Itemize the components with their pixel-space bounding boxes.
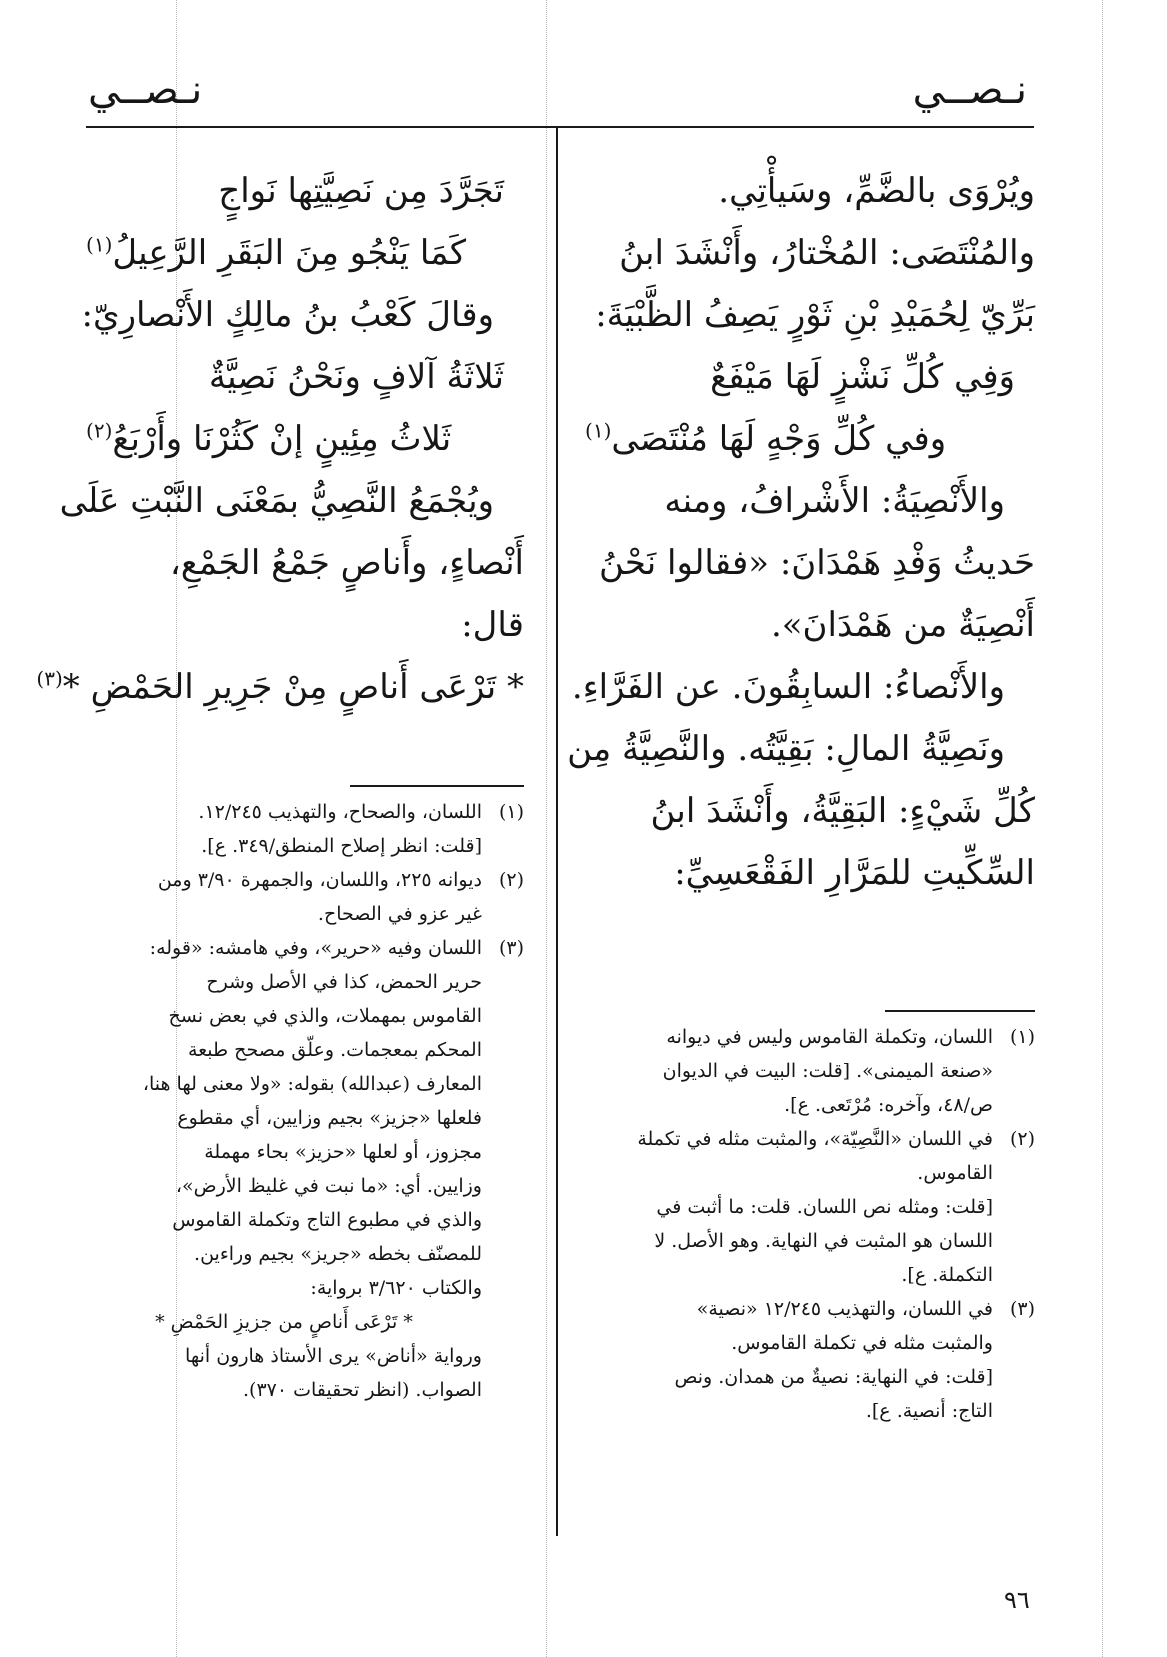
footnote-line: المعارف (عبدالله) بقوله: «ولا معنى لها هنا، bbox=[142, 1073, 482, 1095]
footnote bbox=[585, 1020, 1035, 1122]
footnote-number: (١) bbox=[1009, 1026, 1035, 1048]
footnote-line: في اللسان، والتهذيب ١٢/٢٤٥ «نصية» bbox=[696, 1298, 993, 1320]
footnote-rule bbox=[350, 785, 524, 787]
footnote-line: ورواية «أناض» يرى الأستاذ هارون أنها bbox=[185, 1345, 482, 1367]
verse-hemistich: ثَلاثَةُ آلافٍ ونَحْنُ نَصِيَّةٌ bbox=[208, 357, 504, 397]
text-line: والأَنْصاءُ: السابِقُونَ. عن الفَرَّاءِ. bbox=[571, 667, 1005, 707]
footnote-line: «صنعة الميمنى». [قلت: البيت في الديوان bbox=[662, 1060, 993, 1082]
footnote-text bbox=[585, 1292, 993, 1428]
text-line: أَنْصِيَةٌ من هَمْدَانَ». bbox=[770, 605, 1035, 645]
footnote-line: في اللسان «النَّصِيّة»، والمثبت مثله في تكملة bbox=[637, 1128, 993, 1150]
footnote-marker: (١) bbox=[585, 418, 612, 443]
text-line: والمُنْتَصَى: المُخْتارُ، وأَنْشَدَ ابنُ bbox=[619, 233, 1035, 273]
footnote-line: والذي في مطبوع التاج وتكملة القاموس bbox=[172, 1209, 482, 1231]
footnote-line: المحكم بمعجمات. وعلّق مصحح طبعة bbox=[187, 1039, 482, 1061]
text-line: ونَصِيَّةُ المالِ: بَقِيَّتُه. والنَّصِيَّةُ مِن bbox=[567, 729, 1005, 769]
footnote-text bbox=[585, 1122, 993, 1292]
page-number: ٩٦ bbox=[1004, 1586, 1030, 1614]
text-line: ويُجْمَعُ النَّصِيُّ بمَعْنَى النَّبْتِ عَلَى bbox=[59, 481, 494, 521]
footnote-marker: (٣) bbox=[36, 666, 63, 691]
text-line: قال: bbox=[461, 605, 524, 645]
footnote-line: وزايين. أي: «ما نبت في غليظ الأرض»، bbox=[175, 1175, 482, 1197]
text-line: حَديثُ وَفْدِ هَمْدَانَ: «فقالوا نَحْنُ bbox=[598, 543, 1035, 583]
footnote-line: اللسان، وتكملة القاموس وليس في ديوانه bbox=[666, 1026, 993, 1048]
running-header-left: نـصــي bbox=[88, 67, 203, 113]
footnote-number: (٢) bbox=[1009, 1128, 1035, 1150]
verse-hemistich: تَجَرَّدَ مِن نَصِيَّتِها نَواجٍ bbox=[218, 171, 504, 211]
footnote-line: اللسان هو المثبت في النهاية. وهو الأصل. لا bbox=[654, 1230, 993, 1252]
footnote-line: [قلت: انظر إصلاح المنطق/٣٤٩. ع]. bbox=[201, 835, 482, 857]
right-column bbox=[567, 160, 1035, 904]
footnote-line: الصواب. (انظر تحقيقات ٣٧٠). bbox=[243, 1379, 482, 1401]
footnote-text bbox=[86, 795, 482, 863]
footnote-text bbox=[86, 863, 482, 931]
footnote-line: التكملة. ع]. bbox=[901, 1264, 993, 1286]
footnote-line: [قلت: في النهاية: نصيةٌ من همدان. ونص bbox=[674, 1366, 993, 1388]
verse-text: * تَرْعَى أَناصٍ مِنْ جَرِيرِ الحَمْضِ * bbox=[62, 667, 524, 707]
footnotes-left bbox=[86, 795, 524, 1407]
footnote-line: حرير الحمض، كذا في الأصل وشرح bbox=[206, 971, 482, 993]
text-line: وقالَ كَعْبُ بنُ مالِكٍ الأَنْصارِيّ: bbox=[81, 295, 494, 335]
verse-text: وفي كُلِّ وَجْهٍ لَهَا مُنْتَصَى bbox=[611, 419, 947, 459]
text-line: أَنْصاءٍ، وأَناصٍ جَمْعُ الجَمْعِ، bbox=[169, 543, 524, 583]
footnote-line: ديوانه ٢٢٥، واللسان، والجمهرة ٣/٩٠ ومن bbox=[157, 869, 482, 891]
column-divider bbox=[556, 126, 558, 1536]
footnote-number: (٣) bbox=[1009, 1298, 1035, 1320]
footnote-line: القاموس بمهملات، والذي في بعض نسخ bbox=[168, 1005, 482, 1027]
verse-hemistich bbox=[86, 408, 524, 470]
footnote-line: [قلت: ومثله نص اللسان. قلت: ما أثبت في bbox=[656, 1196, 993, 1218]
text-line: كُلِّ شَيْءٍ: البَقِيَّةُ، وأَنْشَدَ ابنُ bbox=[650, 791, 1035, 831]
scan-guide-line bbox=[1102, 0, 1103, 1657]
left-column bbox=[36, 160, 524, 718]
footnote-line: التاج: أنصية. ع]. bbox=[865, 1400, 993, 1422]
footnote-line: للمصنّف بخطه «جريز» بجيم وراءين. bbox=[194, 1243, 482, 1265]
footnote-line: ص/٤٨، وآخره: مُرْتَعى. ع]. bbox=[784, 1094, 993, 1116]
footnote-marker: (٢) bbox=[86, 418, 113, 443]
header-rule bbox=[86, 126, 1034, 128]
footnote bbox=[585, 1122, 1035, 1292]
footnote bbox=[86, 863, 524, 931]
verse-text: كَمَا يَنْجُو مِنَ البَقَرِ الرَّعِيلُ bbox=[112, 233, 467, 273]
text-line: بَرِّيّ لِحُمَيْدِ بْنِ ثَوْرٍ يَصِفُ الظَّبْيَةَ: bbox=[595, 295, 1035, 335]
footnote-line: والمثبت مثله في تكملة القاموس. bbox=[731, 1332, 993, 1354]
footnote-number: (٣) bbox=[498, 937, 524, 959]
footnote-text bbox=[585, 1020, 993, 1122]
footnote-text bbox=[86, 931, 482, 1407]
footnote-line: والكتاب ٣/٦٢٠ برواية: bbox=[310, 1277, 482, 1299]
footnote-marker: (١) bbox=[86, 232, 113, 257]
footnote-line: * تَرْعَى أَناصٍ من جزيزِ الحَمْضِ * bbox=[155, 1311, 413, 1333]
footnote bbox=[86, 795, 524, 863]
text-line: السِّكِّيتِ للمَرَّارِ الفَقْعَسِيِّ: bbox=[674, 853, 1035, 893]
footnote-line: غير عزو في الصحاح. bbox=[317, 903, 482, 925]
footnote-line: مجزوز، أو لعلها «حزيز» بحاء مهملة bbox=[204, 1141, 482, 1163]
verse-hemistich: وَفِي كُلِّ نَشْزٍ لَهَا مَيْفَعٌ bbox=[710, 357, 1015, 397]
footnote bbox=[86, 931, 524, 1407]
footnotes-right bbox=[585, 1020, 1035, 1428]
verse-hemistich bbox=[86, 222, 524, 284]
verse-hemistich bbox=[585, 408, 1035, 470]
footnote-number: (٢) bbox=[498, 869, 524, 891]
footnote-line: فلعلها «جزيز» بجيم وزايين، أي مقطوع bbox=[177, 1107, 482, 1129]
footnote-line: اللسان، والصحاح، والتهذيب ١٢/٢٤٥. bbox=[198, 801, 482, 823]
verse-rajaz bbox=[36, 656, 524, 718]
footnote bbox=[585, 1292, 1035, 1428]
footnote-line: القاموس. bbox=[917, 1162, 993, 1184]
running-header-right: نـصــي bbox=[912, 67, 1027, 113]
footnote-line: اللسان وفيه «حرير»، وفي هامشه: «قوله: bbox=[149, 937, 482, 959]
footnote-number: (١) bbox=[498, 801, 524, 823]
footnote-rule bbox=[885, 1010, 1035, 1012]
verse-text: ثَلاثُ مِئِينٍ إنْ كَثُرْنَا وأَرْبَعُ bbox=[112, 419, 452, 459]
text-line: والأَنْصِيَةُ: الأَشْرافُ، ومنه bbox=[664, 481, 1005, 521]
text-line: ويُرْوَى بالضَّمِّ، وسَيأْتِي. bbox=[718, 171, 1035, 211]
scan-guide-line bbox=[546, 0, 547, 1657]
